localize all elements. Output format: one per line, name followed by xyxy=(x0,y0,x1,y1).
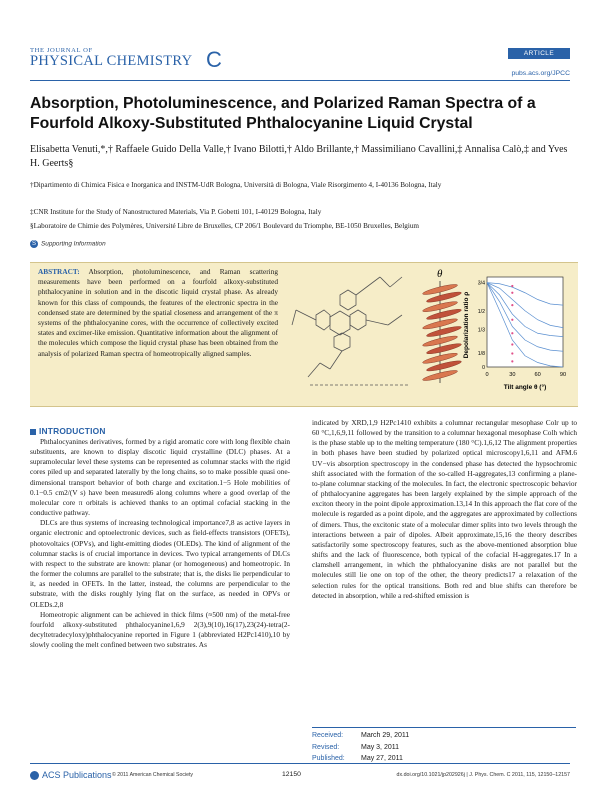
date-received: Received: March 29, 2011 xyxy=(312,732,410,739)
doi-citation-link[interactable]: dx.doi.org/10.1021/jp202926j | J. Phys. Chem. C 2011, 115, 12150–12157 xyxy=(396,772,570,778)
y-tick-label: 0 xyxy=(482,365,485,371)
paragraph: Phthalocyanines derivatives, formed by a rigid aromatic core with long flexible chain substituents, are known to display discotic liquid crystalline (DLC) phases. At a supramolecular level these systems can be represented as columnar stacks with the rigid cores piled up and separated laterally by the long chains, so to make possible quasi one-dimensional transport behavior of both charge and excitation.1−5 Hole mobilities of 0.1−0.5 cm2/(V s) have been measured6 along columns where a good overlap of the molecular core π orbitals is achieved thanks to an optimal cofacial stacking in the conductive pathway. xyxy=(30,437,290,518)
data-point xyxy=(511,285,513,287)
affiliation-2: ‡CNR Institute for the Study of Nanostructured Materials, Via P. Gobetti 101, I-40129 Bologna, Italy xyxy=(30,208,322,216)
data-point xyxy=(511,332,513,334)
date-published: Published: May 27, 2011 xyxy=(312,755,403,762)
depolarization-plot xyxy=(463,277,566,391)
article-type-badge: ARTICLE xyxy=(508,48,570,59)
supporting-info-icon: S xyxy=(31,241,36,247)
disc-stack xyxy=(422,283,462,383)
data-point xyxy=(511,304,513,306)
abstract-text xyxy=(38,267,278,359)
footer-divider xyxy=(30,763,570,764)
section-marker-icon xyxy=(30,429,36,435)
phthalocyanine-molecule-icon xyxy=(292,277,410,385)
journal-name-line1: THE JOURNAL OF xyxy=(30,47,93,54)
y-tick-label: 3/4 xyxy=(477,280,485,287)
affiliation-1: †Dipartimento di Chimica Fisica e Inorganica and INSTM-UdR Bologna, Università di Bologna, Viale Risorgimento 4, I-40136 Bologna, Italy xyxy=(30,181,442,189)
author-list: Elisabetta Venuti,*,† Raffaele Guido Della Valle,† Ivano Bilotti,† Aldo Brillante,† Massimiliano Cavallini,‡ Annalisa Calò,‡ and Yves H. Geerts§ xyxy=(30,144,568,169)
data-point xyxy=(511,352,513,354)
journal-url-link[interactable]: pubs.acs.org/JPCC xyxy=(511,70,570,77)
supporting-info-link[interactable] xyxy=(30,240,106,248)
publication-dates xyxy=(312,730,409,765)
y-tick-label: 1/2 xyxy=(477,308,485,315)
abstract-body: Absorption, photoluminescence, and Raman scattering measurements have been performed on a fourfold alkoxy-substituted phthalocyanine in solution and in the discotic liquid crystal phase. As already known for this class of compounds, the features of the electronic spectra in the condensed state are determined by the spatial closeness and arrangement of the π systems of the phthalocyanine cores, with the occurrence of collectively excited states and excimer-like emission. Quantitative information about the alignment of the molecules which compose the liquid crystal phase has been obtained from the analysis of polarized Raman spectra of homeotropically aligned samples. xyxy=(38,267,278,358)
affiliation-3: §Laboratoire de Chimie des Polymères, Université Libre de Bruxelles, CP 206/1 Boulevard du Triomphe, BE-1050 Bruxelles, Belgium xyxy=(30,222,419,230)
paragraph: Homeotropic alignment can be achieved in thick films (≈500 nm) of the metal-free fourfold alkoxy-substituted phthalocyanine1,6,9 2(3),9(10),16(17),23(24)-tetra(2-decyltetradecyloxy)phthalocyanine reported in Figure 1 (abbreviated H2Pc1410),10 by slowly cooling the melt confined between two substrates. As xyxy=(30,609,290,650)
data-point xyxy=(511,343,513,345)
journal-letter: C xyxy=(206,47,222,72)
data-point xyxy=(511,292,513,294)
toc-graphic xyxy=(290,265,570,401)
supporting-info-label: Supporting Information xyxy=(41,240,106,248)
acs-logo-icon xyxy=(30,771,39,780)
plot-frame xyxy=(487,277,563,367)
x-tick-label: 30 xyxy=(509,372,516,378)
left-column xyxy=(30,437,290,650)
paragraph: DLCs are thus systems of increasing technological importance7,8 as active layers in organic electronic and optoelectronic devices, such as field-effects transistors (OFETs), photovoltaics (OPVs), and light-emitting diodes (OLEDs). The kind of alignment of the columnar stacks is of crucial importance in devices. Two typical arrangements of DLCs with respect to the substrate are known: planar (or homogeneous) and homeotropic. In the former the columns are parallel to the substrate; that is, the disks lie perpendicular to it, as needed in OFETs. In the latter, instead, the columns are perpendicular to the substrate, with the disks roughly lying flat on the surface, as needed in OPVs or OLEDs.2,8 xyxy=(30,518,290,609)
data-point xyxy=(511,319,513,321)
section-heading-label: INTRODUCTION xyxy=(39,426,106,436)
article-title: Absorption, Photoluminescence, and Polarized Raman Spectra of a Fourfold Alkoxy-Substituted Phthalocyanine Liquid Crystal xyxy=(30,95,536,132)
x-tick-label: 60 xyxy=(534,372,541,378)
right-column xyxy=(312,418,577,601)
x-tick-label: 0 xyxy=(485,372,489,378)
copyright: © 2011 American Chemical Society xyxy=(112,772,193,778)
header-divider xyxy=(30,80,570,81)
y-axis-label: Depolarization ratio ρ xyxy=(463,291,470,359)
data-point xyxy=(511,360,513,362)
x-tick-label: 90 xyxy=(559,372,567,378)
section-heading-introduction xyxy=(30,426,106,436)
dates-divider-top xyxy=(312,727,576,728)
y-tick-label: 1/8 xyxy=(477,350,485,357)
date-revised: Revised: May 3, 2011 xyxy=(312,743,400,751)
abstract-label: ABSTRACT: xyxy=(38,267,80,276)
acs-publications-logo[interactable] xyxy=(30,770,112,780)
journal-name-line2: PHYSICAL CHEMISTRY xyxy=(30,53,193,69)
x-axis-label: Tilt angle θ (°) xyxy=(503,384,547,391)
paragraph: indicated by XRD,1,9 H2Pc1410 exhibits a columnar rectangular mesophase Colr up to 60 °C,1,6,9,11 followed by the transition to a columnar hexagonal mesophase Colh which is the phase stable up to the melting temperature (180 °C).1,6,12 The alignment properties in both phases have been studied by polarized optical microscopy1,6,11 and AFM.6 UV−vis absorption spectroscopy in the condensed phase has detected the hypsochromic shift associated with the formation of the so-called H-aggregates,13 confirming a plane-to-plane columnar stacking of the molecules. In fact, the electronic spectroscopic behavior of phthalocyanine aggregates has been largely explained by the simple approach of the exciton theory in the point dipole approximation.13,14 In this approach the flat core of the molecule is regarded as a point dipole, and the aggregates are approximated by collections of dimers. Thus, the excitonic state of a molecular dimer splits into two levels through the interactions between a pair of dipoles. Albeit approximate,15,16 the theory describes satisfactorily some spectroscopy features, such as the above-mentioned absorption blue shifts and the lack of fluorescence, both typical of the cofacial H-aggregates.17 In a clamshell arrangement, in which the phthalocyanine disks are not parallel but the molecules still lie one on top of the other, the theory predicts17 a relaxation of the selection rules for the optical transitions. Both red and blue shifts can therefore be detected in absorption, while a red-shifted emission is xyxy=(312,418,577,600)
page-number: 12150 xyxy=(282,771,301,778)
publisher-name: ACS Publications xyxy=(42,770,112,780)
y-tick-label: 1/3 xyxy=(477,327,485,334)
theta-label: θ xyxy=(437,268,443,280)
